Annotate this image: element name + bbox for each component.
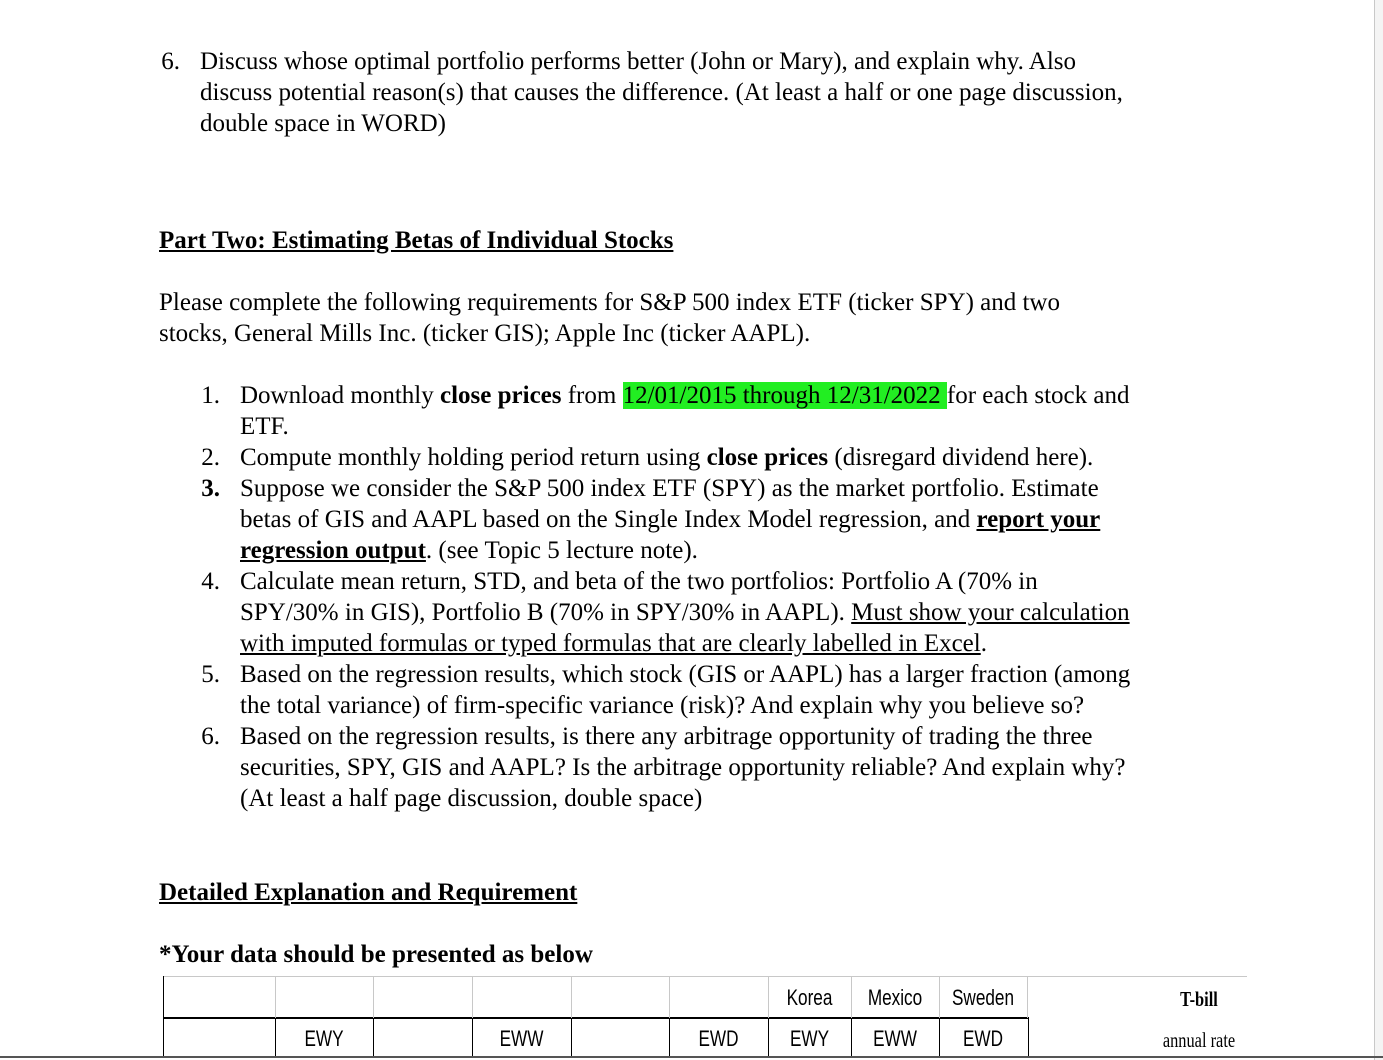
item-1-text-d: for each stock and <box>946 382 1130 409</box>
question-6-line-3: double space in WORD) <box>200 110 447 137</box>
item-4-number: 4. <box>201 568 220 595</box>
table-col-line <box>571 1018 572 1056</box>
table-col-line <box>275 1018 276 1056</box>
item-3-regression-output: regression output <box>240 537 426 564</box>
item-4-line-2 <box>240 597 1130 628</box>
table-cell-ewy: EWY <box>304 1026 344 1051</box>
table-cell-eww: EWW <box>499 1026 544 1051</box>
table-col-line <box>472 976 473 1018</box>
item-3-line-2 <box>240 504 1100 535</box>
item-1-close-prices: close prices <box>440 382 562 409</box>
table-top-border <box>163 976 1247 977</box>
item-2-text-c: (disregard dividend here). <box>828 444 1094 471</box>
table-col-line <box>939 976 940 1018</box>
item-5-number: 5. <box>201 661 220 688</box>
page-edge-line <box>1374 0 1375 1060</box>
table-header-korea: Korea <box>786 985 833 1010</box>
item-1-line-2: ETF. <box>240 413 289 440</box>
item-4-line-1: Calculate mean return, STD, and beta of the two portfolios: Portfolio A (70% in <box>240 568 1038 595</box>
item-3-line-3 <box>240 535 698 566</box>
question-6-number: 6. <box>161 48 180 75</box>
table-cell-sweden-ewd: EWD <box>962 1026 1004 1051</box>
item-3-text-2a: betas of GIS and AAPL based on the Single Index Model regression, and <box>240 506 977 533</box>
table-col-line <box>768 976 769 1018</box>
item-5-line-2: the total variance) of firm-specific variance (risk)? And explain why you believe so? <box>240 692 1085 719</box>
table-cell-mexico-eww: EWW <box>873 1026 917 1051</box>
table-col-line <box>373 976 374 1018</box>
item-6-line-1: Based on the regression results, is there any arbitrage opportunity of trading the three <box>240 723 1093 750</box>
table-cell-annual-rate: annual rate <box>1162 1028 1236 1052</box>
table-col-line <box>275 976 276 1018</box>
table-header-tbill: T-bill <box>1180 987 1218 1011</box>
item-1-date-range-highlight: 12/01/2015 through 12/31/2022 <box>622 382 947 409</box>
item-3-report-your: report your <box>976 506 1101 533</box>
table-col-line <box>939 1018 940 1056</box>
table-col-line <box>669 1018 670 1056</box>
question-6-line-1: Discuss whose optimal portfolio performs better (John or Mary), and explain why. Also <box>200 48 1077 75</box>
item-3-number: 3. <box>201 475 220 502</box>
table-col-line <box>851 1018 852 1056</box>
table-col-line <box>163 976 164 1056</box>
table-cell-korea-ewy: EWY <box>789 1026 830 1051</box>
item-5-line-1: Based on the regression results, which stock (GIS or AAPL) has a larger fraction (among <box>240 661 1131 688</box>
table-cell-ewd: EWD <box>698 1026 739 1051</box>
item-4-text-3b: . <box>980 630 987 657</box>
table-header-mexico: Mexico <box>867 985 923 1010</box>
page-bottom-edge <box>0 1056 1383 1058</box>
item-3-line-1: Suppose we consider the S&P 500 index ETF (SPY) as the market portfolio. Estimate <box>240 475 1099 502</box>
part-two-heading: Part Two: Estimating Betas of Individual Stocks <box>159 227 674 254</box>
item-6-line-2: securities, SPY, GIS and AAPL? Is the arbitrage opportunity reliable? And explain why? <box>240 754 1126 781</box>
table-col-line <box>1028 1018 1029 1056</box>
item-4-line-3 <box>240 628 987 659</box>
table-col-line <box>669 976 670 1018</box>
table-col-line <box>373 1018 374 1056</box>
item-2-close-prices: close prices <box>706 444 829 471</box>
data-presentation-note: *Your data should be presented as below <box>159 941 593 968</box>
item-6-number: 6. <box>201 723 220 750</box>
item-4-must-show: Must show your calculation <box>851 599 1130 626</box>
item-1-text-c: from <box>561 382 623 409</box>
detailed-explanation-heading: Detailed Explanation and Requirement <box>159 879 578 906</box>
item-1-line-1 <box>240 380 1129 411</box>
table-col-line <box>768 1018 769 1056</box>
table-header-sweden: Sweden <box>951 985 1015 1010</box>
item-1-text-a: Download monthly <box>240 382 440 409</box>
table-row-divider <box>163 1017 1029 1019</box>
item-4-text-2a: SPY/30% in GIS), Portfolio B (70% in SPY/30% in AAPL). <box>240 599 852 626</box>
item-6-line-3: (At least a half page discussion, double space) <box>240 785 703 812</box>
table-col-line <box>1027 976 1028 1018</box>
intro-line-1: Please complete the following requirements for S&P 500 index ETF (ticker SPY) and two <box>159 289 1060 316</box>
table-col-line <box>851 976 852 1018</box>
item-4-formulas-note: with imputed formulas or typed formulas that are clearly labelled in Excel <box>240 630 981 657</box>
item-1-number: 1. <box>201 382 220 409</box>
question-6-line-2: discuss potential reason(s) that causes the difference. (At least a half or one page discussion, <box>200 79 1123 106</box>
table-col-line <box>571 976 572 1018</box>
item-2-text-a: Compute monthly holding period return using <box>240 444 707 471</box>
item-2-line-1 <box>240 442 1093 473</box>
table-col-line <box>472 1018 473 1056</box>
item-3-text-3b: . (see Topic 5 lecture note). <box>425 537 698 564</box>
page-gutter <box>1375 0 1383 1060</box>
item-2-number: 2. <box>201 444 220 471</box>
intro-line-2: stocks, General Mills Inc. (ticker GIS); Apple Inc (ticker AAPL). <box>159 320 811 347</box>
